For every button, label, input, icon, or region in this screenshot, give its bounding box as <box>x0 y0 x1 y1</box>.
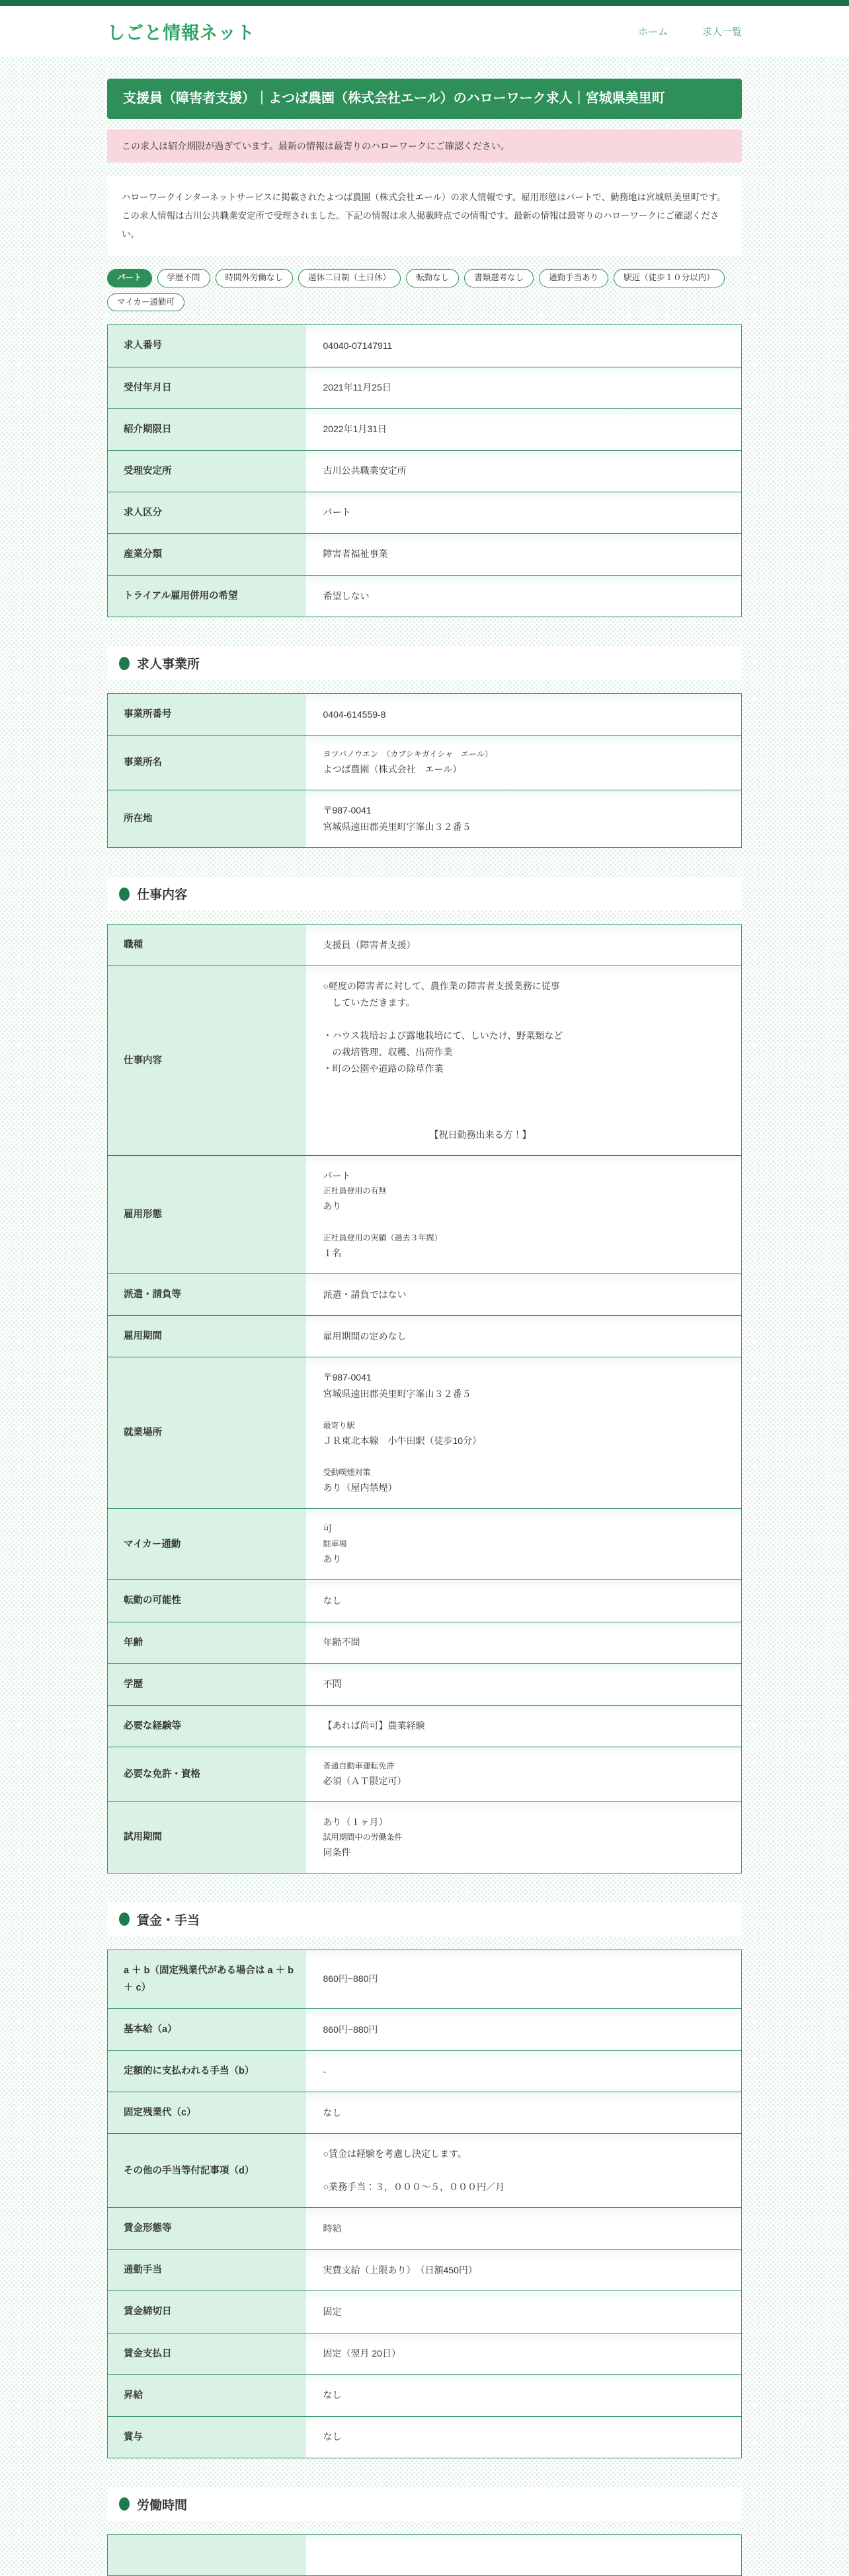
row-value <box>306 2051 742 2092</box>
row-value-line: 2022年1月31日 <box>323 424 387 435</box>
row-value-line: １名 <box>323 1248 342 1259</box>
row-label: 賃金形態等 <box>108 2208 306 2250</box>
job-condition-tag[interactable]: 週休二日制（土日休） <box>298 269 401 287</box>
row-label: 試用期間 <box>108 1801 306 1873</box>
row-label: 受付年月日 <box>108 367 306 408</box>
row-label: 事業所名 <box>108 736 306 790</box>
table-row <box>108 694 742 736</box>
row-value-line: の栽培管理、収穫、出荷作業 <box>323 1047 453 1058</box>
wage-table <box>107 1950 742 2458</box>
row-value-line: なし <box>323 2390 342 2401</box>
row-value <box>306 1357 742 1509</box>
row-value <box>306 367 742 408</box>
row-value <box>306 1950 742 2008</box>
section-title: 賃金・手当 <box>137 1913 200 1928</box>
row-value-line: 支援員（障害者支援） <box>323 939 416 950</box>
row-value-line: ＪＲ東北本線 小牛田駅（徒歩10分） <box>323 1435 482 1447</box>
job-overview-table <box>107 324 742 617</box>
row-value <box>306 2092 742 2134</box>
row-value-line: 宮城県遠田郡美里町字峯山３２番５ <box>323 821 471 833</box>
row-label: 年齢 <box>108 1622 306 1663</box>
row-value-line: 860円~880円 <box>323 1973 378 1985</box>
row-value-line <box>323 1011 725 1028</box>
page-title: 支援員（障害者支援）｜よつば農園（株式会社エール）のハローワーク求人｜宮城県美里町 <box>107 79 742 119</box>
job-condition-tag[interactable]: 学歴不問 <box>157 269 210 287</box>
table-row <box>108 2416 742 2458</box>
row-label <box>108 2534 306 2575</box>
table-row <box>108 2092 742 2134</box>
expired-notice: この求人は紹介期限が過ぎています。最新の情報は最寄りのハローワークにご確認ください。 <box>107 130 742 163</box>
row-value-line: あり（屋内禁煙） <box>323 1482 397 1494</box>
row-value <box>306 2208 742 2250</box>
table-row <box>108 2051 742 2092</box>
row-value-line: 宮城県遠田郡美里町字峯山３２番５ <box>323 1388 471 1400</box>
table-row <box>108 1950 742 2008</box>
row-value-line: 派遣・請負ではない <box>323 1289 407 1300</box>
table-row <box>108 2250 742 2291</box>
job-condition-tag[interactable]: パート <box>107 269 152 287</box>
row-value-line: 2021年11月25日 <box>323 382 391 393</box>
row-value-line: あり <box>323 1554 342 1565</box>
row-value <box>306 408 742 450</box>
row-label: 所在地 <box>108 790 306 848</box>
table-row <box>108 1357 742 1509</box>
job-condition-tag[interactable]: 時間外労働なし <box>216 269 294 287</box>
job-condition-tag[interactable]: 書類選考なし <box>464 269 534 287</box>
row-value <box>306 1801 742 1873</box>
table-row <box>108 2009 742 2051</box>
row-value <box>306 325 742 367</box>
row-value <box>306 1316 742 1357</box>
row-value <box>306 2534 742 2575</box>
row-value <box>306 492 742 533</box>
row-value-line: 正社員登用の実績（過去３年間） <box>323 1233 442 1243</box>
row-label: 固定残業代（c） <box>108 2092 306 2134</box>
row-label: 仕事内容 <box>108 966 306 1156</box>
row-value-line: パート <box>323 1170 351 1182</box>
working-hours-table <box>107 2534 742 2576</box>
section-bullet-icon <box>119 657 130 670</box>
row-value <box>306 2333 742 2374</box>
row-value <box>306 1156 742 1274</box>
table-row <box>108 2333 742 2374</box>
row-value-line: 860円~880円 <box>323 2024 378 2035</box>
row-label: 転勤の可能性 <box>108 1580 306 1622</box>
table-row <box>108 2534 742 2575</box>
row-value <box>306 1509 742 1580</box>
row-label: トライアル雇用併用の希望 <box>108 575 306 617</box>
row-value <box>306 925 742 966</box>
row-value-line: 実費支給（上限あり） （日額450円） <box>323 2264 477 2275</box>
row-value-line: ヨツバノウエン （カブシキガイシャ エール） <box>323 749 493 759</box>
row-value <box>306 533 742 575</box>
row-value-line <box>323 2162 725 2179</box>
row-value-line: よつば農園（株式会社 エール） <box>323 764 462 775</box>
row-label: 事業所番号 <box>108 694 306 736</box>
table-row <box>108 1274 742 1316</box>
nav-link-job-list[interactable]: 求人一覧 <box>702 26 742 38</box>
row-label: 通勤手当 <box>108 2250 306 2291</box>
row-value <box>306 2250 742 2291</box>
row-value-line: 0404-614559-8 <box>323 708 386 720</box>
site-header <box>0 6 849 56</box>
row-value <box>306 736 742 790</box>
section-bullet-icon <box>119 2497 130 2511</box>
row-label: 求人番号 <box>108 325 306 367</box>
top-accent-bar <box>0 0 849 6</box>
row-label: 雇用形態 <box>108 1156 306 1274</box>
row-value <box>306 694 742 736</box>
row-label: その他の手当等付記事項（d） <box>108 2134 306 2208</box>
row-value-line: ・ハウス栽培および露地栽培にて、しいたけ、野菜類など <box>323 1030 563 1042</box>
row-value-line: 時給 <box>323 2222 342 2234</box>
section-heading-working-hours <box>107 2487 742 2521</box>
row-value-line <box>323 1077 725 1094</box>
row-value-line <box>323 1110 725 1127</box>
row-value-line: 障害者福祉事業 <box>323 549 388 560</box>
row-label: 産業分類 <box>108 533 306 575</box>
row-value-line: 固定（翌月 20日） <box>323 2348 401 2359</box>
table-row <box>108 790 742 848</box>
row-value <box>306 1580 742 1622</box>
job-condition-tag[interactable]: 通勤手当あり <box>539 269 608 287</box>
section-heading-job-detail <box>107 877 742 911</box>
table-row <box>108 1622 742 1663</box>
row-value-line: 【祝日勤務出来る方！】 <box>323 1129 532 1141</box>
row-value-line: 古川公共職業安定所 <box>323 465 407 476</box>
row-value-line: 最寄り駅 <box>323 1421 355 1431</box>
row-value-line: 可 <box>323 1523 333 1534</box>
row-value-line: 年齢不問 <box>323 1637 360 1648</box>
row-label: 求人区分 <box>108 492 306 533</box>
row-value-line: 駐車場 <box>323 1539 347 1549</box>
row-value-line: 固定 <box>323 2306 342 2318</box>
table-row <box>108 492 742 533</box>
table-row <box>108 966 742 1156</box>
main-content <box>107 79 742 2576</box>
row-value <box>306 450 742 492</box>
site-logo[interactable]: しごと情報ネット <box>107 22 255 43</box>
row-value-line: なし <box>323 2107 342 2118</box>
job-condition-tag[interactable]: 転勤なし <box>406 269 459 287</box>
row-label: 賃金締切日 <box>108 2291 306 2333</box>
row-value <box>306 2416 742 2458</box>
table-row <box>108 1316 742 1357</box>
row-value-line: 正社員登用の有無 <box>323 1186 387 1196</box>
table-row <box>108 2374 742 2416</box>
table-row <box>108 1509 742 1580</box>
row-value-line: 受動喫煙対策 <box>323 1468 371 1478</box>
row-value-line <box>323 1094 725 1110</box>
row-value-line: 普通自動車運転免許 <box>323 1761 395 1770</box>
row-label: 定額的に支払われる手当（b） <box>108 2051 306 2092</box>
section-heading-employer <box>107 646 742 680</box>
section-bullet-icon <box>119 888 130 901</box>
row-value-line: なし <box>323 2431 342 2443</box>
job-detail-table <box>107 924 742 1874</box>
table-row <box>108 1705 742 1747</box>
section-title: 労働時間 <box>137 2498 188 2513</box>
row-value-line: ・町の公園や道路の除草作業 <box>323 1063 444 1075</box>
table-row <box>108 367 742 408</box>
table-row <box>108 2134 742 2208</box>
row-label: 昇給 <box>108 2374 306 2416</box>
row-label: 必要な経験等 <box>108 1705 306 1747</box>
row-label: 賃金支払日 <box>108 2333 306 2374</box>
row-label: 就業場所 <box>108 1357 306 1509</box>
row-label: 基本給（a） <box>108 2009 306 2051</box>
section-title: 求人事業所 <box>137 658 200 672</box>
table-row <box>108 2208 742 2250</box>
table-row <box>108 408 742 450</box>
row-value-line: あり <box>323 1201 342 1212</box>
row-label: マイカー通勤 <box>108 1509 306 1580</box>
row-value-line <box>323 2547 725 2563</box>
row-label: 派遣・請負等 <box>108 1274 306 1316</box>
row-value-line: 同条件 <box>323 1846 351 1858</box>
row-value-line: 希望しない <box>323 590 370 601</box>
section-title: 仕事内容 <box>137 888 188 903</box>
row-value <box>306 966 742 1156</box>
row-label: 雇用期間 <box>108 1316 306 1357</box>
row-value-line: なし <box>323 1595 342 1606</box>
row-value-line: 必須（ＡＴ限定可） <box>323 1775 407 1786</box>
table-row <box>108 533 742 575</box>
job-intro-card: ハローワークインターネットサービスに掲載されたよつば農園（株式会社エール）の求人情報です。雇用形態はパートで、勤務地は宮城県美里町です。この求人情報は古川公共職業安定所で受理されました。下記の情報は求人掲載時点での情報です。最新の情報は最寄りのハローワークにご確認ください。 <box>107 176 742 256</box>
table-row <box>108 1747 742 1801</box>
row-label: 必要な免許・資格 <box>108 1747 306 1801</box>
tag-list <box>107 269 742 311</box>
job-condition-tag[interactable]: 駅近（徒歩１０分以内） <box>614 269 725 287</box>
row-value-line <box>323 1449 725 1466</box>
job-condition-tag[interactable]: マイカー通勤可 <box>107 293 184 312</box>
row-value <box>306 1622 742 1663</box>
row-value <box>306 2291 742 2333</box>
row-value <box>306 2009 742 2051</box>
row-value-line: ○軽度の障害者に対して、農作業の障害者支援業務に従事 <box>323 981 560 992</box>
row-value-line: 雇用期間の定めなし <box>323 1330 407 1342</box>
row-value <box>306 1663 742 1705</box>
table-row <box>108 450 742 492</box>
row-value-line: - <box>323 2065 327 2076</box>
row-value <box>306 2134 742 2208</box>
row-value-line: 試用期間中の労働条件 <box>323 1832 403 1842</box>
row-value-line: していただきます。 <box>323 997 415 1008</box>
row-value-line: ○業務手当：３，０００～５，０００円／月 <box>323 2181 505 2193</box>
row-value-line: 〒987-0041 <box>323 1372 372 1383</box>
table-row <box>108 925 742 966</box>
row-value-line: パート <box>323 507 351 518</box>
row-value <box>306 575 742 617</box>
table-row <box>108 575 742 617</box>
main-nav <box>638 24 742 38</box>
table-row <box>108 1580 742 1622</box>
table-row <box>108 736 742 790</box>
row-value-line: 04040-07147911 <box>323 340 393 351</box>
row-value-line: 〒987-0041 <box>323 805 372 816</box>
row-value <box>306 1274 742 1316</box>
row-value <box>306 2374 742 2416</box>
row-label: 受理安定所 <box>108 450 306 492</box>
row-value <box>306 790 742 848</box>
row-value-line <box>323 1402 725 1419</box>
section-heading-wage <box>107 1903 742 1936</box>
table-row <box>108 325 742 367</box>
row-value-line: あり（１ヶ月） <box>323 1816 388 1827</box>
table-row <box>108 1801 742 1873</box>
row-value <box>306 1747 742 1801</box>
row-value-line: ○賃金は経験を考慮し決定します。 <box>323 2148 467 2160</box>
row-label: 紹介期限日 <box>108 408 306 450</box>
row-label: 職種 <box>108 925 306 966</box>
nav-link-home[interactable]: ホーム <box>637 26 668 38</box>
row-label: 賞与 <box>108 2416 306 2458</box>
row-label: a ＋ b（固定残業代がある場合は a ＋ b ＋ c） <box>108 1950 306 2008</box>
table-row <box>108 1663 742 1705</box>
employer-table <box>107 693 742 848</box>
row-value-line: 不問 <box>323 1679 342 1690</box>
row-value <box>306 1705 742 1747</box>
table-row <box>108 2291 742 2333</box>
row-value-line: 【あれば尚可】農業経験 <box>323 1720 425 1731</box>
row-label: 学歴 <box>108 1663 306 1705</box>
table-row <box>108 1156 742 1274</box>
section-bullet-icon <box>119 1913 130 1926</box>
row-value-line <box>323 1215 725 1231</box>
